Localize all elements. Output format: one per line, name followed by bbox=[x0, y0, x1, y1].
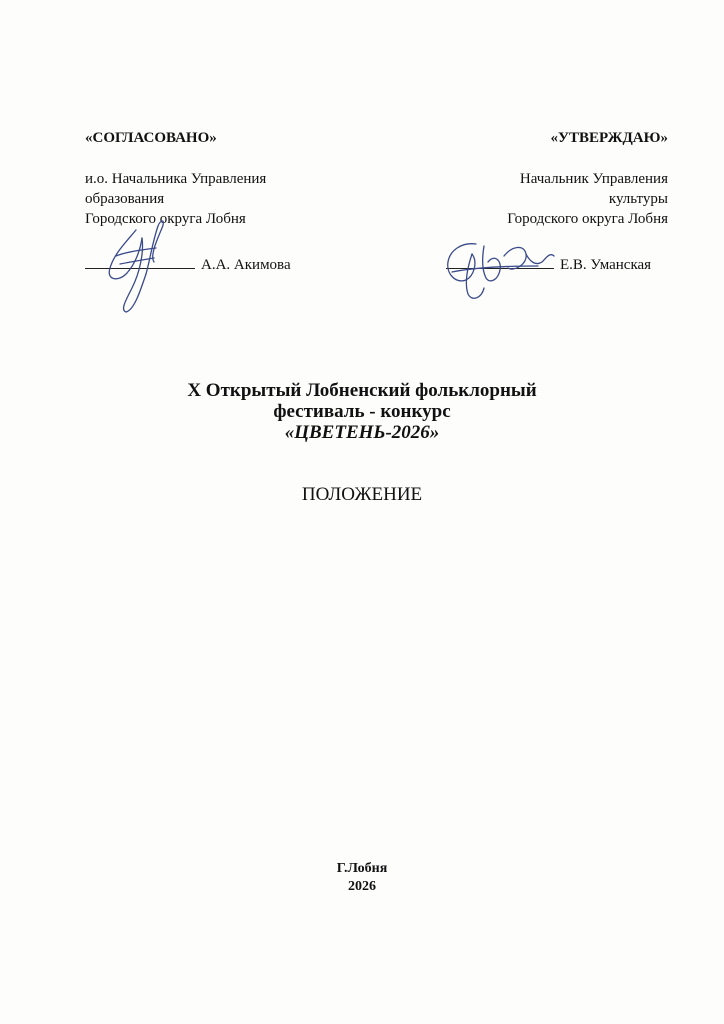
approval-block-left bbox=[85, 128, 345, 229]
approval-block-right bbox=[408, 128, 668, 229]
document-type: ПОЛОЖЕНИЕ bbox=[301, 484, 423, 505]
signature-row-right bbox=[446, 255, 651, 275]
signature-row-left bbox=[85, 255, 291, 275]
signer-name-right: Е.В. Уманская bbox=[560, 257, 652, 273]
approval-position-line: образования bbox=[85, 191, 165, 207]
approval-position-line: культуры bbox=[608, 191, 668, 207]
footer-city: Г.Лобня bbox=[336, 861, 388, 876]
approval-position-line: Начальник Управления bbox=[519, 171, 668, 187]
approval-heading-right: «УТВЕРЖДАЮ» bbox=[550, 130, 668, 146]
title-line-2: фестиваль - конкурс bbox=[273, 401, 451, 422]
footer-year: 2026 bbox=[348, 879, 376, 894]
signature-line bbox=[446, 267, 554, 269]
title-line-1: X Открытый Лобненский фольклорный bbox=[187, 380, 537, 401]
signer-name-left: А.А. Акимова bbox=[201, 257, 291, 273]
approval-position-line: и.о. Начальника Управления bbox=[85, 171, 267, 187]
approval-position-line: Городского округа Лобня bbox=[85, 211, 246, 227]
title-line-3: «ЦВЕТЕНЬ-2026» bbox=[284, 422, 440, 443]
document-title bbox=[0, 380, 724, 443]
approval-heading-left: «СОГЛАСОВАНО» bbox=[85, 130, 217, 146]
approval-position-line: Городского округа Лобня bbox=[507, 211, 668, 227]
signature-line bbox=[85, 267, 195, 269]
document-footer bbox=[0, 860, 724, 896]
